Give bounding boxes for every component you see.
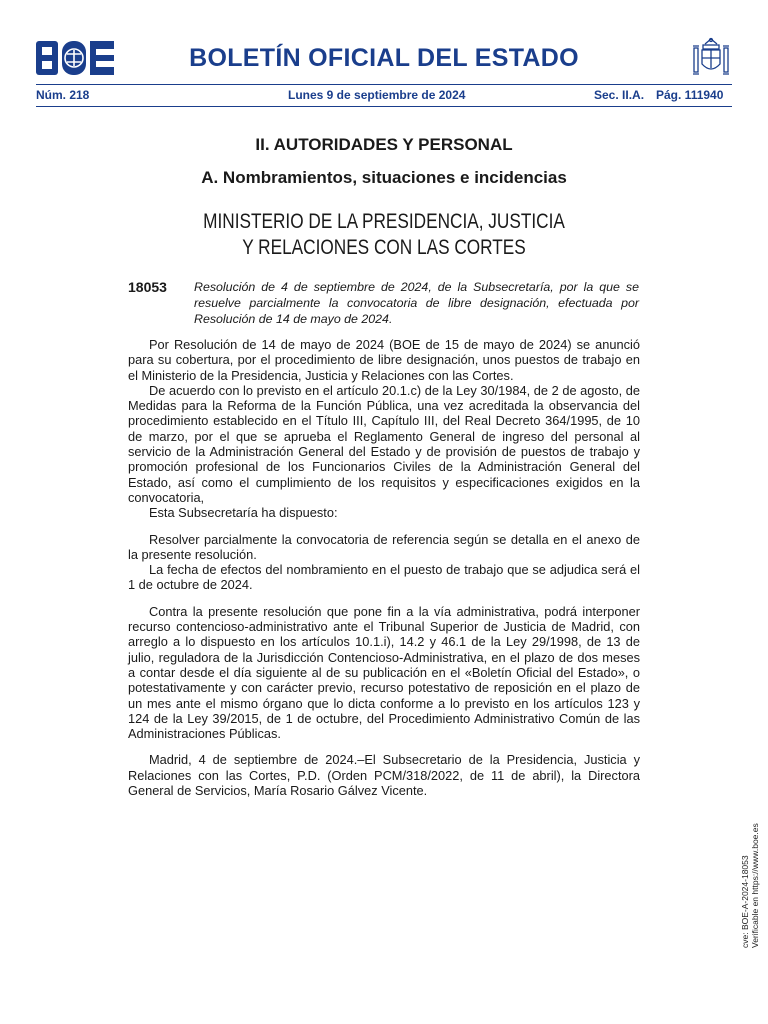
journal-title: BOLETÍN OFICIAL DEL ESTADO (189, 44, 579, 72)
paragraph-appeal: Contra la presente resolución que pone fin a la vía administrativa, podrá interponer recurso contencioso-administrativo ante el Tribunal Superior de Justicia de Madrid, con arreglo a lo dispuesto en los artículos 10.1.i), 14.2 y 46.1 de la Ley 29/1998, de 13 de julio, reguladora de la Jurisdicción Contencioso-Administrativa, en el plazo de dos meses a contar desde el día siguiente al de su publicación en el «Boletín Oficial del Estado», o potestativamente y con carácter previo, recurso potestativo de reposición en el plazo de un mes ante el mismo órgano que lo dicta conforme a lo previsto en los artículos 123 y 124 de la Ley 39/2015, de 1 de octubre, del Procedimiento Administrativo Común de las Administraciones Públicas. (128, 603, 640, 742)
coat-of-arms-icon (691, 36, 731, 80)
paragraph-effective-date: La fecha de efectos del nombramiento en el puesto de trabajo que se adjudica será el 1 de octubre de 2024. (128, 562, 640, 593)
document-body (128, 337, 640, 798)
header-rule (36, 84, 732, 85)
section-heading: II. AUTORIDADES Y PERSONAL (255, 135, 513, 154)
issue-number: Núm. 218 (36, 88, 90, 102)
issue-meta-row (36, 88, 732, 104)
page-number: Pág. 111940 (656, 88, 724, 102)
paragraph-signature: Madrid, 4 de septiembre de 2024.–El Subsecretario de la Presidencia, Justicia y Relaciones con las Cortes, P.D. (Orden PCM/318/2022, de 11 de abril), la Directora General de Servicios, María Rosario Gálvez Vicente. (128, 752, 640, 799)
cve-code: cve: BOE-A-2024-18053 (740, 855, 750, 948)
ministry-line-2: Y RELACIONES CON LAS CORTES (242, 236, 526, 259)
paragraph-legal-basis: De acuerdo con lo previsto en el artículo 20.1.c) de la Ley 30/1984, de 2 de agosto, de Medidas para la Reforma de la Función Pública, una vez acreditada la observancia del procedimiento establecido en el Título III, Capítulo III, del Real Decreto 364/1995, de 10 de marzo, por el que se aprueba el Reglamento General de ingreso del personal al servicio de la Administración General del Estado y de provisión de puestos de trabajo y promoción profesional de los Funcionarios Civiles de la Administración General del Estado, así como el cumplimiento de los requisitos y especificaciones exigidos en la convocatoria, (128, 382, 640, 505)
ministry-name (69, 209, 699, 261)
section-subheading: A. Nombramientos, situaciones e incidencias (201, 168, 567, 187)
paragraph-disposition-intro: Esta Subsecretaría ha dispuesto: (149, 505, 338, 521)
paragraph-resolve: Resolver parcialmente la convocatoria de referencia según se detalla en el anexo de la presente resolución. (128, 531, 640, 562)
ministry-line-1: MINISTERIO DE LA PRESIDENCIA, JUSTICIA (203, 210, 565, 233)
section-code: Sec. II.A. (594, 88, 645, 102)
document-summary: Resolución de 4 de septiembre de 2024, de la Subsecretaría, por la que se resuelve parcialmente la convocatoria de libre designación, efectuada por Resolución de 14 de mayo de 2024. (194, 280, 639, 326)
document-number: 18053 (128, 279, 167, 295)
verification-note (740, 808, 760, 948)
issue-date: Lunes 9 de septiembre de 2024 (288, 88, 466, 102)
meta-rule (36, 106, 732, 107)
paragraph-announcement: Por Resolución de 14 de mayo de 2024 (BOE de 15 de mayo de 2024) se anunció para su cobertura, por el procedimiento de libre designación, unos puestos de trabajo en el Ministerio de la Presidencia, Justicia y Relaciones con las Cortes. (128, 337, 640, 383)
verification-link[interactable]: Verificable en https://www.boe.es (750, 823, 760, 948)
